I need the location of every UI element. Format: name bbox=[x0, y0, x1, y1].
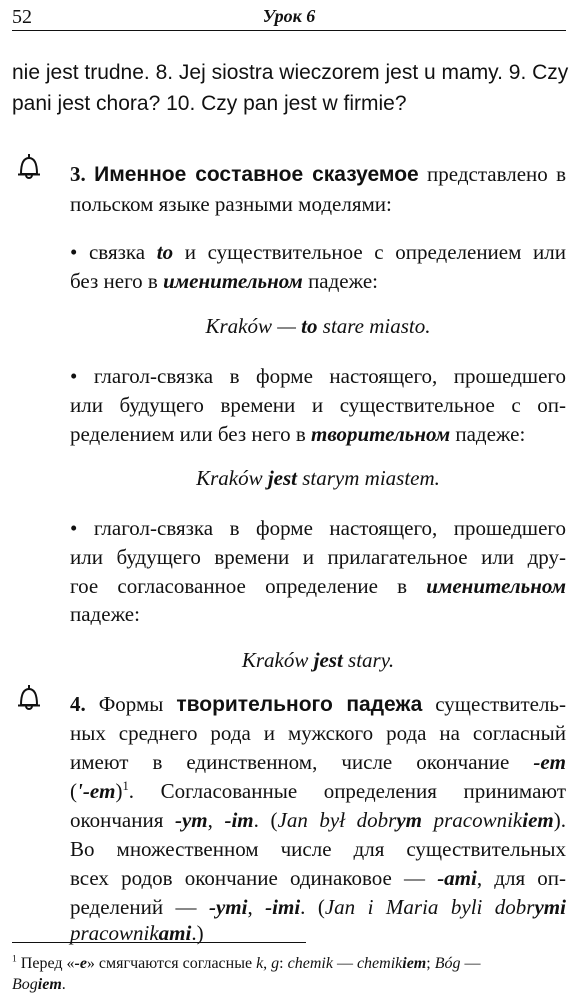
bullet-3-line-1: • глагол-связка в форме настоящего, прошедшего bbox=[70, 516, 566, 540]
section-4-line-2: ных среднего рода и мужского рода на согласный bbox=[70, 721, 566, 745]
bullet-3-line-4: падеже: bbox=[70, 602, 140, 626]
intro-line-2: pani jest chora? 10. Czy pan jest w firmie? bbox=[12, 92, 407, 115]
section-4-line-5: окончания -ym, -im. (Jan był dobrym pracownikiem). bbox=[70, 808, 566, 832]
footnote-line-1: $^1$ Перед «-e» смягчаются согласные k, g: chemik — chemikiem; Bóg — bbox=[12, 953, 481, 972]
section-4-title: творительного падежа bbox=[176, 693, 423, 716]
section-4-line-8: ределений — -ymi, -imi. (Jan i Maria byli dobrymi bbox=[70, 895, 566, 919]
section-4-line-7: всех родов окончание одинаковое — -ami, для оп- bbox=[70, 866, 567, 890]
section-3-line-2: польском языке разными моделями: bbox=[70, 192, 392, 216]
running-title: Урок 6 bbox=[262, 6, 316, 26]
bullet-3-line-3: гое согласованное определение в именительном bbox=[70, 574, 566, 598]
page-number: 52 bbox=[12, 6, 32, 28]
bullet-3-line-2: или будущего времени и прилагательное или дру- bbox=[70, 545, 566, 569]
section-4-line-4: $('-em)^1$. Согласованные определения принимают bbox=[70, 779, 566, 803]
section-4-line-9: pracownikami.) bbox=[70, 921, 204, 945]
section-3-heading: 3. Именное составное сказуемое представлено в bbox=[70, 162, 567, 186]
bell-icon bbox=[16, 153, 42, 181]
bullet-1-line-2: без него в именительном падеже: bbox=[70, 269, 379, 293]
running-header bbox=[12, 4, 566, 31]
bullet-1-line-1: • связка to и существительное с определением или bbox=[70, 240, 566, 264]
footnote-rule bbox=[12, 942, 306, 943]
example-3: Kraków jest stary. bbox=[241, 648, 395, 672]
bullet-2-line-1: • глагол-связка в форме настоящего, прошедшего bbox=[70, 364, 566, 388]
section-4-line-6: Во множественном числе для существительных bbox=[70, 837, 566, 861]
section-4-line-3: имеют в единственном, числе окончание -em bbox=[70, 750, 566, 774]
example-2: Kraków jest starym miastem. bbox=[196, 466, 440, 490]
example-1: Kraków — to stare miasto. bbox=[205, 314, 431, 338]
footnote-line-2: Bogiem. bbox=[12, 976, 66, 993]
section-3-title: Именное составное сказуемое bbox=[94, 163, 419, 186]
intro-line-1: nie jest trudne. 8. Jej siostra wieczorem jest u mamy. 9. Czy bbox=[12, 61, 569, 84]
bell-icon bbox=[16, 684, 42, 712]
bullet-2-line-2: или будущего времени и существительное с оп- bbox=[70, 393, 566, 417]
bullet-2-line-3: ределением или без него в творительном падеже: bbox=[70, 422, 526, 446]
section-4-line-1: 4. Формы творительного падежа существитель- bbox=[70, 692, 567, 716]
